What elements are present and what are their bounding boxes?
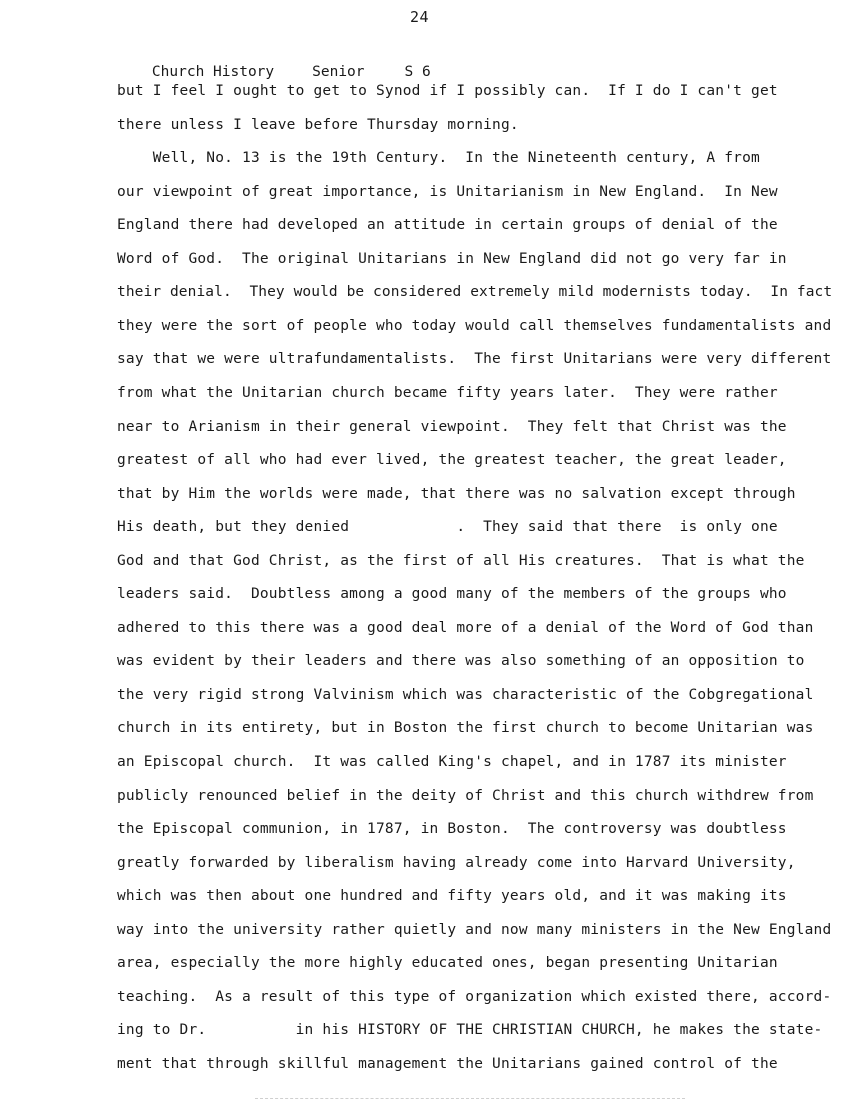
text-line: say that we were ultrafundamentalists. The first Unitarians were very different	[117, 351, 832, 368]
text-line: area, especially the more highly educated ones, began presenting Unitarian	[117, 955, 778, 972]
text-line: publicly renounced belief in the deity of Christ and this church withdrew from	[117, 787, 814, 804]
text-line: leaders said. Doubtless among a good many of the members of the groups who	[117, 586, 787, 603]
text-line: way into the university rather quietly and now many ministers in the New England	[117, 921, 832, 938]
text-line: ing to Dr. in his HISTORY OF THE CHRISTIAN CHURCH, he makes the state-	[117, 1022, 823, 1039]
text-line: greatly forwarded by liberalism having already come into Harvard University,	[117, 854, 796, 871]
text-line: His death, but they denied . They said that there is only one	[117, 519, 778, 536]
text-line: the Episcopal communion, in 1787, in Boston. The controversy was doubtless	[117, 821, 787, 838]
bottom-rule	[255, 1098, 685, 1100]
text-line: they were the sort of people who today would call themselves fundamentalists and	[117, 317, 832, 334]
text-line: from what the Unitarian church became fifty years later. They were rather	[117, 384, 778, 401]
header-course: Church History	[151, 64, 275, 80]
text-line: was evident by their leaders and there was also something of an opposition to	[117, 653, 805, 670]
text-line: England there had developed an attitude in certain groups of denial of the	[117, 217, 778, 234]
text-line: church in its entirety, but in Boston the first church to become Unitarian was	[117, 720, 814, 737]
text-line: teaching. As a result of this type of organization which existed there, accord-	[117, 988, 832, 1005]
text-line: their denial. They would be considered extremely mild modernists today. In fact	[117, 284, 833, 301]
header-level: Senior	[312, 64, 365, 80]
text-line: Word of God. The original Unitarians in New England did not go very far in	[117, 250, 787, 267]
text-line: God and that God Christ, as the first of all His creatures. That is what the	[117, 552, 805, 569]
text-line: ment that through skillful management the Unitarians gained control of the	[117, 1055, 778, 1072]
text-line: the very rigid strong Valvinism which was characteristic of the Cobgregational	[117, 686, 814, 703]
text-line: an Episcopal church. It was called King's chapel, and in 1787 its minister	[117, 754, 787, 770]
text-line: adhered to this there was a good deal more of a denial of the Word of God than	[117, 619, 814, 636]
text-line: greatest of all who had ever lived, the greatest teacher, the great leader,	[117, 452, 787, 469]
text-line: which was then about one hundred and fifty years old, and it was making its	[117, 888, 787, 905]
text-line: but I feel I ought to get to Synod if I possibly can. If I do I can't get	[117, 83, 778, 99]
text-line: Well, No. 13 is the 19th Century. In the Nineteenth century, A from	[117, 150, 760, 167]
page-number: 24	[410, 8, 430, 26]
text-line: that by Him the worlds were made, that there was no salvation except through	[117, 485, 796, 502]
text-line: near to Arianism in their general viewpoint. They felt that Christ was the	[117, 418, 787, 435]
header-section: S 6	[404, 64, 431, 80]
text-line: our viewpoint of great importance, is Unitarianism in New England. In New	[117, 183, 778, 200]
text-line: there unless I leave before Thursday morning.	[117, 116, 519, 133]
